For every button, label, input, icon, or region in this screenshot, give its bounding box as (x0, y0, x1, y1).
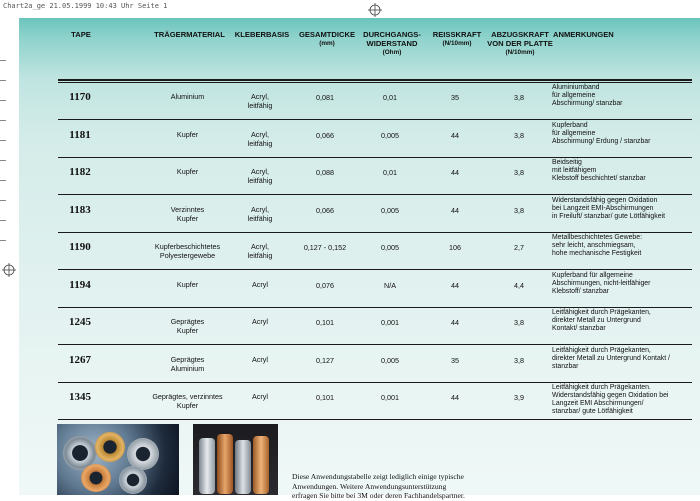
tensile-strength-line: 35 (451, 93, 459, 102)
volume-resistance (362, 168, 418, 177)
peel-adhesion (489, 318, 549, 327)
carrier-material-line: Verzinntes (170, 205, 205, 214)
header-peel (487, 30, 553, 57)
tensile-strength (430, 131, 480, 140)
tape-number (58, 93, 102, 102)
adhesive-base-line: Acryl (252, 317, 268, 326)
peel-adhesion (489, 168, 549, 177)
table-row (58, 197, 692, 233)
header-thickness-unit: (mm) (319, 40, 335, 47)
volume-resistance-line: 0,005 (381, 131, 399, 140)
tape-number (58, 206, 102, 215)
total-thickness (292, 206, 358, 215)
registration-mark-icon (368, 3, 382, 17)
adhesive-base-line: Acryl, (251, 167, 269, 176)
notes-line: Kupferband (552, 122, 588, 129)
tensile-strength-line: 106 (449, 243, 461, 252)
header-rule-bottom (58, 82, 692, 83)
tensile-strength-line: 44 (451, 206, 459, 215)
product-photo-stacked-tapes (193, 424, 278, 495)
table-row (58, 234, 692, 270)
peel-adhesion-line: 3,8 (514, 93, 524, 102)
table-header (37, 30, 690, 80)
tensile-strength (430, 356, 480, 365)
row-divider (58, 419, 692, 420)
adhesive-base-line: Acryl (252, 392, 268, 401)
header-resistance-line2: WIDERSTAND (366, 39, 418, 48)
notes-line: direkter Metall zu Untergrund Kontakt / (552, 355, 670, 362)
peel-adhesion (489, 131, 549, 140)
carrier-material-line: Geprägtes, verzinntes (152, 392, 223, 401)
adhesive-base (231, 130, 289, 148)
peel-adhesion-line: 3,8 (514, 168, 524, 177)
carrier-material (128, 167, 247, 176)
row-divider (58, 119, 692, 120)
notes-line: Kontakt/ stanzbar (552, 325, 606, 332)
notes (552, 159, 694, 183)
volume-resistance (362, 356, 418, 365)
notes-line: für allgemeine (552, 130, 596, 137)
header-tensile (432, 30, 482, 48)
peel-adhesion (489, 206, 549, 215)
adhesive-base-line: leitfähig (247, 251, 273, 260)
adhesive-base-line: Acryl, (251, 205, 269, 214)
usage-note-line2: Anwendungen. Weitere Anwendungsunterstützung (292, 481, 447, 491)
total-thickness (292, 243, 358, 252)
total-thickness-line: 0,066 (316, 131, 334, 140)
carrier-material-line: Kupfer (176, 214, 199, 223)
carrier-material-line: Kupferbeschichtetes (154, 242, 221, 251)
adhesive-base-line: leitfähig (247, 101, 273, 110)
carrier-material (128, 317, 247, 335)
carrier-material (128, 130, 247, 139)
header-carrier: TRÄGERMATERIAL (154, 30, 225, 39)
adhesive-base (231, 167, 289, 185)
tensile-strength-line: 44 (451, 131, 459, 140)
carrier-material-line: Geprägtes (170, 355, 205, 364)
notes-line: stanzbar (552, 363, 579, 370)
notes (552, 122, 694, 146)
adhesive-base (231, 392, 289, 401)
notes-line: Aluminiumband (552, 84, 600, 91)
adhesive-base (231, 317, 289, 326)
tensile-strength-line: 44 (451, 168, 459, 177)
notes-line: Kupferband für allgemeine (552, 272, 633, 279)
peel-adhesion-line: 3,8 (514, 356, 524, 365)
usage-note-line1: Diese Anwendungstabelle zeigt lediglich einige typische (292, 472, 464, 481)
notes-line: Langzeit EMI Abschirmungen/ (552, 400, 644, 407)
table-row (58, 309, 692, 345)
peel-adhesion (489, 243, 549, 252)
volume-resistance-line: N/A (384, 281, 396, 290)
tape-number (58, 393, 102, 402)
usage-note-line3: erfragen Sie bitte bei 3M oder deren Fachhandelspartner. (292, 491, 465, 500)
notes (552, 347, 694, 371)
notes-line: stanzbar/ gute Lötfähigkeit (552, 408, 633, 415)
tensile-strength (430, 93, 480, 102)
carrier-material (128, 205, 247, 223)
carrier-material (128, 280, 247, 289)
carrier-material (128, 242, 247, 260)
tensile-strength-line: 44 (451, 318, 459, 327)
tensile-strength (430, 243, 480, 252)
notes-line: Metallbeschichtetes Gewebe: (552, 234, 643, 241)
peel-adhesion-line: 3,8 (514, 131, 524, 140)
print-header: Chart2a_ge 21.05.1999 10:43 Uhr Seite 1 (3, 2, 168, 10)
notes-line: bei Langzeit EMI-Abschirmungen (552, 205, 654, 212)
row-divider (58, 157, 692, 158)
notes-line: hohe mechanische Festigkeit (552, 250, 642, 257)
notes-line: in Freiluft/ stanzbar/ gute Lötfähigkeit (552, 213, 665, 220)
table-row (58, 384, 692, 420)
adhesive-base (231, 355, 289, 364)
adhesive-base (231, 280, 289, 289)
volume-resistance (362, 93, 418, 102)
row-divider (58, 307, 692, 308)
notes-line: Widerstandsfähig gegen Oxidation (552, 197, 658, 204)
header-resistance-line1: DURCHGANGS- (363, 30, 421, 39)
total-thickness-line: 0,127 (316, 356, 334, 365)
header-resistance-unit: (Ohm) (382, 49, 402, 56)
row-divider (58, 382, 692, 383)
tape-number-line: 1181 (69, 129, 91, 141)
tape-number (58, 318, 102, 327)
notes (552, 234, 694, 258)
notes-line: sehr leicht, anschmiegsam, (552, 242, 636, 249)
tensile-strength (430, 206, 480, 215)
adhesive-base (231, 92, 289, 110)
header-rule-top (58, 79, 692, 81)
total-thickness (292, 356, 358, 365)
total-thickness-line: 0,066 (316, 206, 334, 215)
notes-line: Leitfähigkeit durch Prägekanten, (552, 309, 651, 316)
notes-line: Abschirmung/ Erdung / stanzbar (552, 138, 651, 145)
table-row (58, 272, 692, 308)
total-thickness-line: 0,101 (316, 318, 334, 327)
header-tensile-label: REISSKRAFT (432, 30, 482, 39)
tape-number-line: 1267 (69, 354, 91, 366)
adhesive-base-line: Acryl, (251, 130, 269, 139)
total-thickness-line: 0,127 - 0,152 (303, 243, 347, 252)
tape-number-line: 1170 (69, 91, 91, 103)
tape-number (58, 356, 102, 365)
tape-number-line: 1182 (69, 166, 91, 178)
tape-number-line: 1190 (69, 241, 91, 253)
header-thickness-label: GESAMTDICKE (298, 30, 356, 39)
notes (552, 384, 694, 416)
carrier-material-line: Kupfer (176, 167, 199, 176)
notes-line: mit leitfähigem (552, 167, 597, 174)
peel-adhesion (489, 93, 549, 102)
total-thickness-line: 0,076 (316, 281, 334, 290)
volume-resistance-line: 0,01 (383, 93, 397, 102)
volume-resistance-line: 0,005 (381, 356, 399, 365)
peel-adhesion-line: 3,9 (514, 393, 524, 402)
total-thickness (292, 168, 358, 177)
volume-resistance-line: 0,001 (381, 393, 399, 402)
table-row (58, 122, 692, 158)
volume-resistance-line: 0,01 (383, 168, 397, 177)
tensile-strength-line: 44 (451, 281, 459, 290)
total-thickness (292, 131, 358, 140)
tape-number-line: 1194 (69, 279, 91, 291)
notes (552, 84, 694, 108)
header-notes: ANMERKUNGEN (553, 30, 614, 39)
tape-number (58, 281, 102, 290)
row-divider (58, 269, 692, 270)
carrier-material (128, 355, 247, 373)
adhesive-base-line: Acryl (252, 280, 268, 289)
volume-resistance (362, 243, 418, 252)
adhesive-base-line: Acryl, (251, 242, 269, 251)
tape-number (58, 131, 102, 140)
table-row (58, 84, 692, 120)
tensile-strength-line: 35 (451, 356, 459, 365)
total-thickness (292, 318, 358, 327)
notes (552, 272, 694, 296)
volume-resistance-line: 0,005 (381, 206, 399, 215)
header-adhesive: KLEBERBASIS (234, 30, 290, 39)
tape-number (58, 243, 102, 252)
notes-line: Beidseitig (552, 159, 582, 166)
peel-adhesion (489, 281, 549, 290)
volume-resistance (362, 281, 418, 290)
notes-line: direkter Metall zu Untergrund (552, 317, 641, 324)
adhesive-base-line: leitfähig (247, 214, 273, 223)
volume-resistance (362, 131, 418, 140)
carrier-material-line: Geprägtes (170, 317, 205, 326)
product-photo-rolls (57, 424, 179, 495)
notes-line: Klebstoff/ stanzbar (552, 288, 609, 295)
crop-marks (0, 60, 6, 240)
volume-resistance (362, 206, 418, 215)
volume-resistance-line: 0,001 (381, 318, 399, 327)
peel-adhesion-line: 3,8 (514, 318, 524, 327)
header-thickness (294, 30, 360, 48)
peel-adhesion-line: 3,8 (514, 206, 524, 215)
total-thickness (292, 281, 358, 290)
adhesive-base-line: leitfähig (247, 139, 273, 148)
carrier-material-line: Kupfer (176, 401, 199, 410)
tensile-strength (430, 393, 480, 402)
table-row (58, 347, 692, 383)
header-peel-line2: VON DER PLATTE (487, 39, 553, 48)
header-peel-line1: ABZUGSKRAFT (491, 30, 549, 39)
tensile-strength (430, 168, 480, 177)
registration-mark-icon (2, 263, 16, 277)
table-row (58, 159, 692, 195)
usage-note (292, 472, 497, 501)
carrier-material-line: Aluminium (170, 92, 205, 101)
peel-adhesion-line: 2,7 (514, 243, 524, 252)
row-divider (58, 344, 692, 345)
adhesive-base-line: Acryl (252, 355, 268, 364)
total-thickness-line: 0,088 (316, 168, 334, 177)
carrier-material-line: Kupfer (176, 280, 199, 289)
adhesive-base (231, 242, 289, 260)
adhesive-base (231, 205, 289, 223)
notes-line: Leitfähigkeit durch Prägekanten, (552, 347, 651, 354)
carrier-material (128, 392, 247, 410)
notes (552, 309, 694, 333)
carrier-material-line: Kupfer (176, 326, 199, 335)
carrier-material (128, 92, 247, 101)
header-tensile-unit: (N/10mm) (442, 40, 472, 47)
tape-number (58, 168, 102, 177)
notes-line: Abschirmung/ stanzbar (552, 100, 623, 107)
notes-line: Abschirmungen, nicht-leitfähiger (552, 280, 651, 287)
volume-resistance (362, 393, 418, 402)
row-divider (58, 232, 692, 233)
tensile-strength (430, 281, 480, 290)
peel-adhesion (489, 356, 549, 365)
tensile-strength (430, 318, 480, 327)
carrier-material-line: Kupfer (176, 130, 199, 139)
row-divider (58, 194, 692, 195)
total-thickness-line: 0,081 (316, 93, 334, 102)
header-resistance (362, 30, 422, 57)
peel-adhesion-line: 4,4 (514, 281, 524, 290)
tensile-strength-line: 44 (451, 393, 459, 402)
carrier-material-line: Aluminium (170, 364, 205, 373)
notes-line: Widerstandsfähig gegen Oxidation bei (552, 392, 669, 399)
notes-line: Klebstoff beschichtet/ stanzbar (552, 175, 646, 182)
notes-line: für allgemeine (552, 92, 596, 99)
tape-number-line: 1345 (69, 391, 91, 403)
total-thickness (292, 393, 358, 402)
volume-resistance (362, 318, 418, 327)
notes-line: Leitfähigkeit durch Prägekanten. (552, 384, 651, 391)
volume-resistance-line: 0,005 (381, 243, 399, 252)
header-peel-unit: (N/10mm) (505, 49, 535, 56)
tape-number-line: 1183 (69, 204, 91, 216)
total-thickness-line: 0,101 (316, 393, 334, 402)
total-thickness (292, 93, 358, 102)
adhesive-base-line: Acryl, (251, 92, 269, 101)
carrier-material-line: Polyestergewebe (159, 251, 216, 260)
peel-adhesion (489, 393, 549, 402)
header-tape: TAPE (71, 30, 91, 39)
adhesive-base-line: leitfähig (247, 176, 273, 185)
tape-number-line: 1245 (69, 316, 91, 328)
notes (552, 197, 694, 221)
